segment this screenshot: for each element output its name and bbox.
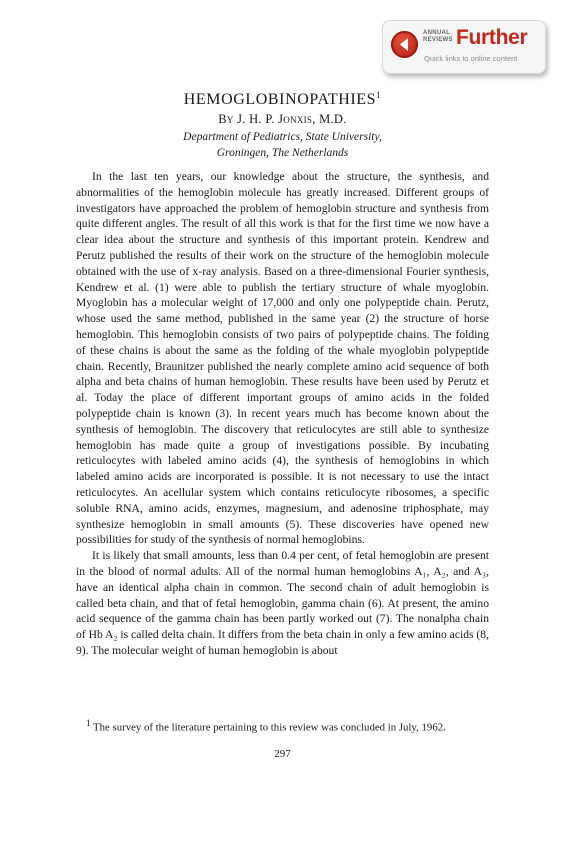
footnote-mark: 1 xyxy=(86,718,91,728)
body-paragraph: In the last ten years, our knowledge about the structure, the synthesis, and abnormalities of the hemoglobin molecule has greatly increased. Different groups of investigators have approached the problem of hemoglobin structure and synthesis from quite different angles. The result of all this work is that for the first time we now have a clear idea about the structure and synthesis of this important protein. Kendrew and Perutz published the results of their work on the structure of the hemoglobin molecule obtained with the use of x-ray analysis. Based on a three-dimensional Fourier synthesis, Kendrew et al. (1) were able to publish the tertiary structure of whale myoglobin. Myoglobin has a molecular weight of 17,000 and only one polypeptide chain. Perutz, whose used the same method, published in the same year (2) the structure of horse hemoglobin. This hemoglobin consists of two pairs of polypeptide chains. The folding of these chains is about the same as the folding of the whale myoglobin polypeptide chain. Recently, Braunitzer published the nearly complete amino acid sequence of both alpha and beta chains of human hemoglobin. These results have been used by Perutz et al. Today the place of different important groups of amino acids in the folded polypeptide chain is known (3). In recent years much has become known about the synthesis of hemoglobin. The discovery that reticulocytes are still able to synthesize hemoglobin has made quite a group of investigations possible. By incubating reticulocytes with labeled amino acids (4), the synthesis of hemoglobins in which labeled amino acids are incorporated is possible. It is not necessary to use the intact reticulocytes. An acellular system which contains reticulocyte ribosomes, a specific soluble RNA, amino acids, enzymes, magnesium, and adenosine triphosphate, may synthesize hemoglobin in small amounts (5). These discoveries have opened new possibilities for study of the synthesis of normal hemoglobins. xyxy=(76,170,489,547)
badge-publisher: ANNUAL REVIEWS xyxy=(423,30,453,43)
body-paragraph: It is likely that small amounts, less than 0.4 per cent, of fetal hemoglobin are present in the blood of normal adults. All of the normal human hemoglobins A₁, A₂, and A₃, have an identical alpha chain in common. The second chain of adult hemoglobin is called beta chain, and that of fetal hemoglobin, gamma chain (6). At present, the amino acid sequence of the gamma chain has been partly worked out (7). The nonalpha chain of Hb A₂ is called delta chain. It differs from the beta chain in only a few amino acids (8, 9). The molecular weight of human hemoglobin is about xyxy=(76,549,489,657)
article-title: HEMOGLOBINOPATHIES$^1$ xyxy=(183,90,382,108)
article-body xyxy=(76,169,489,659)
badge-title: Further xyxy=(456,26,528,49)
author-affiliation: Department of Pediatrics, State University, Groningen, The Netherlands xyxy=(183,131,382,159)
author-byline: By J. H. P. Jonxis, M.D. xyxy=(218,112,347,126)
play-arrow-icon xyxy=(391,31,418,58)
footnote: $^1$ The survey of the literature pertaining to this review was concluded in July, 1962. xyxy=(86,718,446,734)
page-number: 297 xyxy=(274,748,291,760)
badge-subtitle: Quick links to online content xyxy=(424,54,518,63)
further-badge[interactable] xyxy=(382,20,546,74)
title-footnote-mark[interactable]: 1 xyxy=(376,90,382,100)
